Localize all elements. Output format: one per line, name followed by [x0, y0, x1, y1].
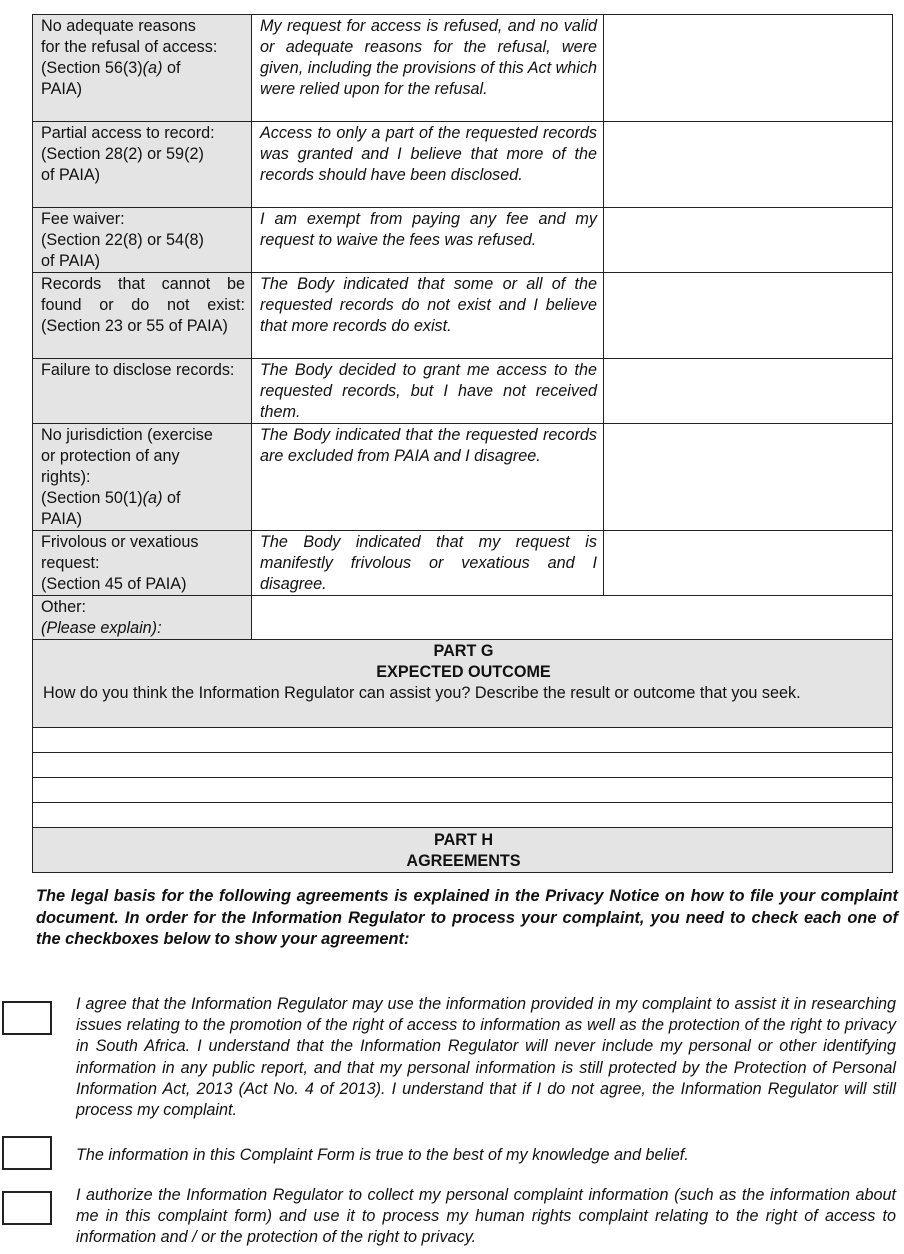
part-g-question: How do you think the Information Regulator can assist you? Describe the result or outcome that you seek.: [33, 683, 893, 727]
ground-description: The Body decided to grant me access to the requested records, but I have not received them.: [252, 359, 604, 424]
ground-description: Access to only a part of the requested records was granted and I believe that more of the records should have been disclosed.: [252, 122, 604, 208]
ground-description: The Body indicated that the requested records are excluded from PAIA and I disagree.: [252, 424, 604, 531]
grounds-table: [32, 14, 893, 873]
agreement-checkbox-3[interactable]: [2, 1191, 52, 1225]
part-h-heading: [33, 827, 893, 872]
ground-row: [33, 359, 893, 424]
ground-response-field[interactable]: [604, 273, 893, 359]
outcome-line-row: [33, 752, 893, 777]
ground-response-field[interactable]: [604, 122, 893, 208]
ground-response-field[interactable]: [604, 359, 893, 424]
ground-label: Records that cannot be found or do not exist: (Section 23 or 55 of PAIA): [33, 273, 252, 359]
ground-response-field[interactable]: [604, 531, 893, 596]
other-row: [33, 596, 893, 640]
ground-row: [33, 273, 893, 359]
ground-response-field[interactable]: [604, 208, 893, 273]
outcome-line-row: [33, 802, 893, 827]
ground-row: [33, 15, 893, 122]
ground-row: [33, 208, 893, 273]
ground-label: Fee waiver: (Section 22(8) or 54(8) of PAIA): [33, 208, 252, 273]
part-g-label: PART G: [433, 642, 494, 660]
agreement-text-2: The information in this Complaint Form is true to the best of my knowledge and belief.: [76, 1146, 689, 1164]
outcome-line-2[interactable]: [33, 752, 893, 777]
ground-description: I am exempt from paying any fee and my request to waive the fees was refused.: [252, 208, 604, 273]
outcome-line-4[interactable]: [33, 802, 893, 827]
ground-label: Partial access to record: (Section 28(2) or 59(2) of PAIA): [33, 122, 252, 208]
outcome-line-3[interactable]: [33, 777, 893, 802]
part-h-title: AGREEMENTS: [406, 851, 521, 870]
part-h-label: PART H: [433, 830, 494, 849]
ground-response-field[interactable]: [604, 424, 893, 531]
part-h-header-row: [33, 827, 893, 872]
agreement-text-3: I authorize the Information Regulator to collect my personal complaint information (such as the information about me in this complaint form) and use it to process my human rights complaint relating to the right of access to information and / or the protection of the right to privacy.: [76, 1186, 896, 1247]
part-g-heading: [33, 640, 893, 684]
agreement-text-1: I agree that the Information Regulator may use the information provided in my complaint to assist it in researching issues relating to the promotion of the right of access to information as well as the protection of the right to privacy in South Africa. I understand that the Information Regulator will never include my personal or other identifying information in any public report, and that my personal information is still protected by the Protection of Personal Information Act, 2013 (Act No. 4 of 2013). I understand that if I do not agree, the Information Regulator will still process my complaint.: [76, 995, 896, 1120]
ground-label: Frivolous or vexatious request: (Section 45 of PAIA): [33, 531, 252, 596]
part-g-title: EXPECTED OUTCOME: [376, 663, 551, 681]
ground-row: [33, 531, 893, 596]
other-explanation-field[interactable]: [252, 596, 893, 640]
ground-description: My request for access is refused, and no valid or adequate reasons for the refusal, were given, including the provisions of this Act which were relied upon for the refusal.: [252, 15, 604, 122]
other-label: Other: (Please explain):: [33, 596, 252, 640]
ground-description: The Body indicated that my request is manifestly frivolous or vexatious and I disagree.: [252, 531, 604, 596]
ground-description: The Body indicated that some or all of the requested records do not exist and I believe that more records do exist.: [252, 273, 604, 359]
ground-label: No jurisdiction (exercise or protection of any rights): (Section 50(1)(a) of PAIA): [33, 424, 252, 531]
agreements-intro: The legal basis for the following agreements is explained in the Privacy Notice on how to file your complaint document. In order for the Information Regulator to process your complaint, you need to check each one of the checkboxes below to show your agreement:: [36, 887, 898, 948]
agreement-checkbox-1[interactable]: [2, 1001, 52, 1035]
ground-row: [33, 122, 893, 208]
ground-label: No adequate reasons for the refusal of access: (Section 56(3)(a) of PAIA): [33, 15, 252, 122]
outcome-line-1[interactable]: [33, 727, 893, 752]
agreement-checkbox-2[interactable]: [2, 1136, 52, 1170]
ground-response-field[interactable]: [604, 15, 893, 122]
outcome-line-row: [33, 777, 893, 802]
ground-row: [33, 424, 893, 531]
ground-label: Failure to disclose records:: [33, 359, 252, 424]
part-g-question-row: [33, 683, 893, 727]
part-g-header-row: [33, 640, 893, 684]
outcome-line-row: [33, 727, 893, 752]
